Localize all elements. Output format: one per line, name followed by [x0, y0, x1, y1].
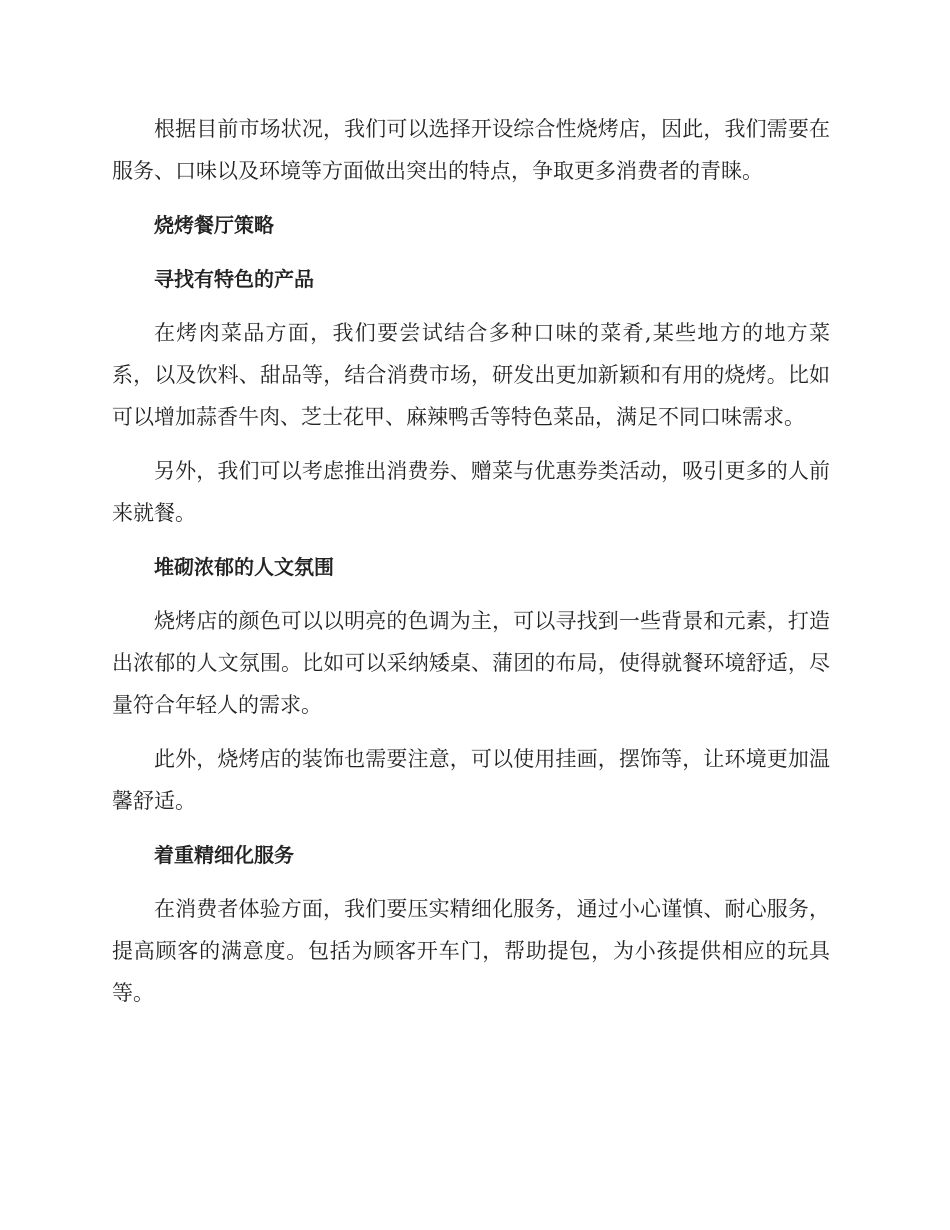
document-page [112, 108, 830, 1026]
paragraph-market-status: 根据目前市场状况，我们可以选择开设综合性烧烤店，因此，我们需要在服务、口味以及环境等方面做出突出的特点，争取更多消费者的青睐。 [112, 117, 830, 183]
paragraph-decoration: 此外，烧烤店的装饰也需要注意，可以使用挂画，摆饰等，让环境更加温馨舒适。 [112, 747, 830, 813]
paragraph-customer-experience: 在消费者体验方面，我们要压实精细化服务，通过小心谨慎、耐心服务，提高顾客的满意度。包括为顾客开车门，帮助提包，为小孩提供相应的玩具等。 [112, 897, 830, 1005]
paragraph-menu-items: 在烤肉菜品方面，我们要尝试结合多种口味的菜肴,某些地方的地方菜系，以及饮料、甜品等，结合消费市场，研发出更加新颖和有用的烧烤。比如可以增加蒜香牛肉、芝士花甲、麻辣鸭舌等特色菜品，满足不同口味需求。 [112, 321, 830, 429]
heading-bbq-strategy: 烧烤餐厅策略 [154, 213, 274, 237]
heading-special-products: 寻找有特色的产品 [154, 267, 314, 291]
heading-refined-service: 着重精细化服务 [154, 843, 294, 867]
paragraph-promotions: 另外，我们可以考虑推出消费券、赠菜与优惠券类活动，吸引更多的人前来就餐。 [112, 459, 830, 525]
paragraph-colors-layout: 烧烤店的颜色可以以明亮的色调为主，可以寻找到一些背景和元素，打造出浓郁的人文氛围。比如可以采纳矮桌、蒲团的布局，使得就餐环境舒适，尽量符合年轻人的需求。 [112, 609, 830, 717]
heading-cultural-atmosphere: 堆砌浓郁的人文氛围 [154, 555, 334, 579]
